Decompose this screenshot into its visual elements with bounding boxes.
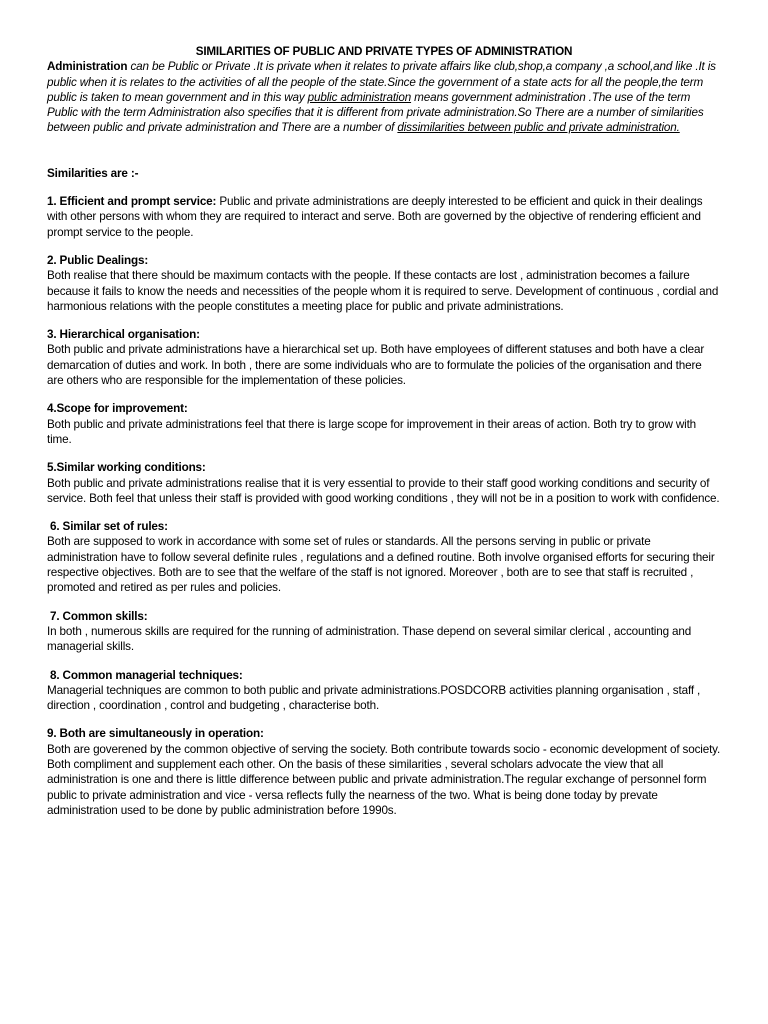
section-body: Both public and private administrations realise that it is very essential to provide to their staff good working conditions and security of service. Both feel that unless their staff is provided with good working conditions , they will not be in a position to work with confidence. — [47, 476, 720, 505]
section-simultaneous-operation — [47, 726, 721, 818]
section-body: In both , numerous skills are required for the running of administration. Thase depend on several similar clerical , accounting and managerial skills. — [47, 624, 692, 654]
section-body: Both realise that there should be maximum contacts with the people. If these contacts are lost , administration becomes a failure because it fails to know the needs and necessities of the people whom it is required to serve. Development of continuous , cordial and harmonious relations with the people constitutes a meeting place for public and private administrations. — [47, 269, 719, 313]
section-body: Public and private administrations are deeply interested to be efficient and quick in their dealings with other persons with whom they are required to interact and serve. Both are governed by the objective of rendering efficient and prompt service to the people. — [47, 195, 703, 239]
section-body: Both are supposed to work in accordance with some set of rules or standards. All the persons serving in public or private administration have to follow several definite rules , regulations and a defined routine. Both involve organised efforts for securing their respective objectives. Both are to see that the welfare of the staff is not ignored. Moreover , both are to see that staff is recruited , promoted and retired as per rules and policies. — [47, 535, 715, 595]
section-heading: 1. Efficient and prompt service: — [47, 195, 217, 209]
section-common-skills — [47, 609, 721, 655]
section-managerial-techniques — [47, 668, 721, 714]
section-body: Both public and private administrations feel that there is large scope for improvement in their areas of action. Both try to grow with time. — [47, 417, 697, 446]
dissimilarities-link[interactable]: dissimilarities between public and private administration. — [397, 121, 680, 135]
section-heading: 8. Common managerial techniques: — [50, 668, 243, 682]
section-working-conditions — [47, 460, 721, 506]
intro-text-part2: means government administration .The use of the term Public with the term Administration also specifies that it is different from private administration.So There are a number of similarities between public and private administration and There are a number of — [47, 90, 704, 135]
document-title: SIMILARITIES OF PUBLIC AND PRIVATE TYPES OF ADMINISTRATION — [195, 45, 573, 58]
section-public-dealings — [47, 253, 721, 314]
section-efficient-service — [47, 194, 721, 240]
intro-lead-word: Administration — [47, 60, 128, 74]
section-text — [47, 194, 721, 240]
section-set-of-rules — [47, 519, 721, 595]
section-heading: 5.Similar working conditions: — [47, 461, 206, 475]
section-heading: 4.Scope for improvement: — [47, 402, 188, 416]
public-administration-link[interactable]: public administration — [307, 90, 412, 104]
section-hierarchical-organisation — [47, 327, 721, 388]
section-heading: 2. Public Dealings: — [47, 253, 149, 267]
section-heading: 6. Similar set of rules: — [50, 520, 168, 534]
section-heading: 9. Both are simultaneously in operation: — [47, 727, 264, 741]
section-body: Both public and private administrations have a hierarchical set up. Both have employees of different statuses and both have a clear demarcation of duties and work. In both , there are some individuals who are to formulate the policies of the organisation and there are others who are responsible for the implementation of these policies. — [47, 343, 705, 388]
section-scope-improvement — [47, 401, 721, 447]
section-body: Managerial techniques are common to both public and private administrations.POSDCORB activities planning organisation , staff , direction , coordination , control and budgeting , characterise both. — [47, 683, 701, 713]
section-heading: 3. Hierarchical organisation: — [47, 328, 200, 342]
intro-text-part1: can be Public or Private .It is private when it relates to private affairs like club,shop,a company ,a school,and like .It is public when it is relates to the activities of all the people of the state.Since the government of a state acts for all the people,the term public is taken to mean government and in this way — [47, 60, 716, 104]
intro-paragraph — [47, 59, 721, 135]
section-heading: 7. Common skills: — [50, 609, 148, 623]
section-body: Both are goverened by the common objective of serving the society. Both contribute towards socio - economic development of society. Both compliment and supplement each other. On the basis of these similarities , several scholars advocate the view that all administration is one and there is little difference between public and private administration.The regular exchange of personnel form public to private administration and vice - versa reflects fully the nearness of the two. What is being done today by prevate administration used to be done by public administration before 1990s. — [47, 742, 721, 817]
document-page — [47, 44, 721, 818]
similarities-heading: Similarities are :- — [47, 166, 139, 180]
